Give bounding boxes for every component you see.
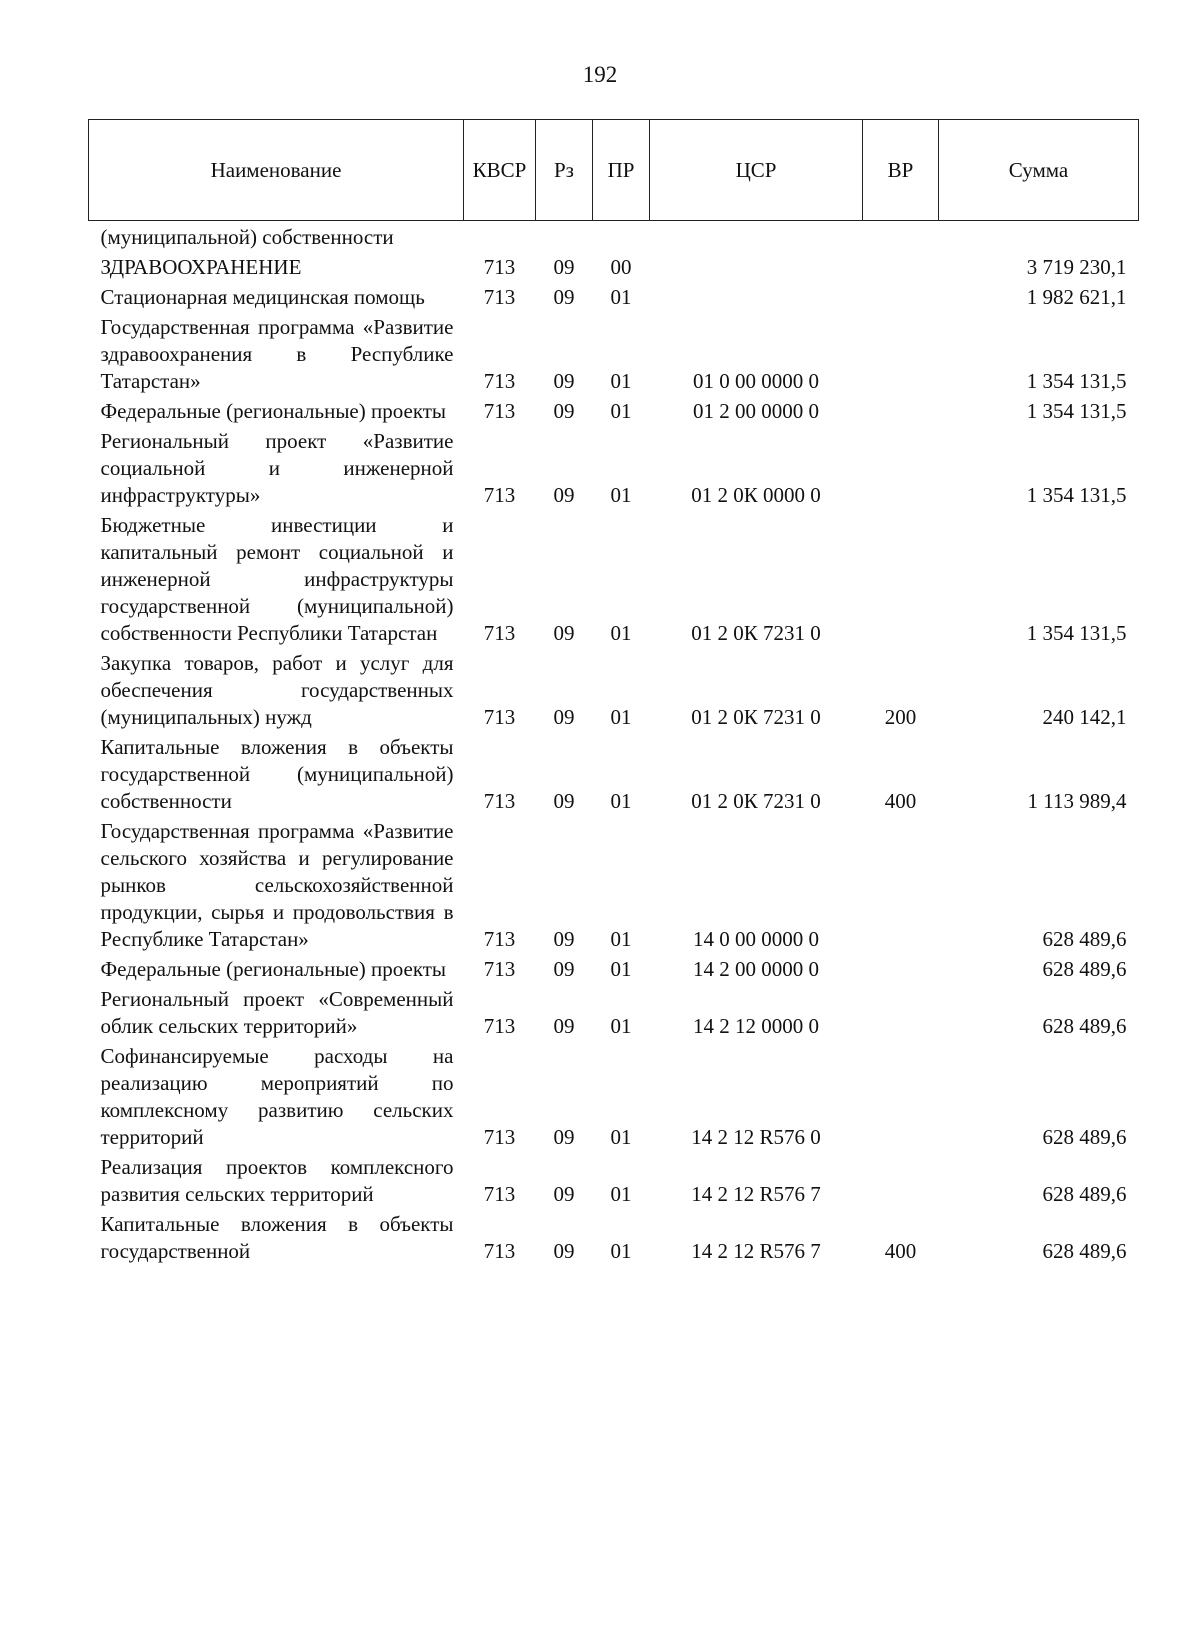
- cell-rz: 09: [553, 369, 575, 393]
- cell-vr: 200: [884, 705, 917, 729]
- table-row: [89, 1040, 1139, 1151]
- cell-vr: [863, 221, 939, 252]
- cell-csr: [650, 251, 863, 281]
- cell-rz: 09: [553, 285, 575, 309]
- cell-kvsr: 713: [483, 285, 516, 309]
- cell-csr: 01 2 00 0000 0: [693, 399, 819, 423]
- cell-csr: 14 2 00 0000 0: [693, 957, 819, 981]
- cell-pr: 01: [610, 789, 632, 813]
- cell-vr: [863, 281, 939, 311]
- cell-vr: [863, 425, 939, 509]
- cell-csr: 01 2 0К 7231 0: [691, 705, 821, 729]
- cell-pr: 01: [610, 705, 632, 729]
- cell-name: Государственная программа «Развитие здравоохранения в Республике Татарстан»: [100, 315, 454, 393]
- table-row: [89, 1208, 1139, 1265]
- table-row: [89, 509, 1139, 647]
- cell-kvsr: 713: [483, 621, 516, 645]
- cell-rz: 09: [553, 927, 575, 951]
- cell-vr: [863, 251, 939, 281]
- cell-name: Закупка товаров, работ и услуг для обеспечения государственных (муниципальных) нужд: [100, 651, 454, 729]
- header-pr: ПР: [593, 120, 650, 221]
- cell-kvsr: 713: [483, 1014, 516, 1038]
- cell-sum: 1 354 131,5: [1026, 369, 1127, 393]
- cell-vr: [863, 509, 939, 647]
- cell-pr: 01: [610, 927, 632, 951]
- table-row: [89, 815, 1139, 953]
- cell-pr: 01: [610, 1239, 632, 1263]
- cell-pr: 01: [610, 1125, 632, 1149]
- cell-csr: 01 2 0К 7231 0: [691, 789, 821, 813]
- cell-kvsr: 713: [483, 927, 516, 951]
- cell-vr: [863, 983, 939, 1040]
- cell-vr: 400: [884, 789, 917, 813]
- cell-vr: [863, 1040, 939, 1151]
- cell-kvsr: 713: [483, 255, 516, 279]
- cell-sum: 628 489,6: [1042, 1014, 1127, 1038]
- cell-csr: 14 2 12 R576 7: [691, 1239, 821, 1263]
- cell-vr: [863, 395, 939, 425]
- table-header: [89, 120, 1139, 221]
- table-row: [89, 647, 1139, 731]
- cell-csr: 14 2 12 0000 0: [693, 1014, 819, 1038]
- table-row: [89, 731, 1139, 815]
- cell-name: ЗДРАВООХРАНЕНИЕ: [100, 255, 302, 279]
- cell-pr: [593, 221, 650, 252]
- cell-vr: [863, 953, 939, 983]
- cell-name: Реализация проектов комплексного развития сельских территорий: [100, 1155, 454, 1206]
- cell-sum: 3 719 230,1: [1026, 255, 1127, 279]
- cell-rz: 09: [553, 621, 575, 645]
- cell-rz: 09: [553, 255, 575, 279]
- cell-name: (муниципальной) собственности: [100, 225, 394, 249]
- cell-sum: 1 354 131,5: [1026, 399, 1127, 423]
- cell-kvsr: 713: [483, 1182, 516, 1206]
- table-row: [89, 281, 1139, 311]
- header-csr: ЦСР: [650, 120, 863, 221]
- cell-kvsr: 713: [483, 399, 516, 423]
- cell-pr: 01: [610, 369, 632, 393]
- cell-name: Региональный проект «Развитие социальной и инженерной инфраструктуры»: [100, 429, 454, 507]
- cell-sum: 1 354 131,5: [1026, 621, 1127, 645]
- table-row: [89, 221, 1139, 252]
- cell-sum: 1 982 621,1: [1026, 285, 1127, 309]
- cell-rz: 09: [553, 483, 575, 507]
- table-row: [89, 395, 1139, 425]
- cell-kvsr: 713: [483, 957, 516, 981]
- cell-sum: 628 489,6: [1042, 957, 1127, 981]
- cell-sum: 1 354 131,5: [1026, 483, 1127, 507]
- header-rz: Рз: [536, 120, 593, 221]
- cell-kvsr: 713: [483, 705, 516, 729]
- cell-rz: 09: [553, 705, 575, 729]
- cell-rz: 09: [553, 1014, 575, 1038]
- cell-name: Капитальные вложения в объекты государственной (муниципальной) собственности: [100, 735, 454, 813]
- cell-rz: 09: [553, 957, 575, 981]
- cell-vr: [863, 815, 939, 953]
- cell-sum: 240 142,1: [1042, 705, 1127, 729]
- header-kvsr: КВСР: [464, 120, 536, 221]
- cell-pr: 01: [610, 285, 632, 309]
- cell-pr: 01: [610, 399, 632, 423]
- table-body: [89, 221, 1139, 1266]
- cell-kvsr: 713: [483, 483, 516, 507]
- cell-kvsr: 713: [483, 1239, 516, 1263]
- cell-name: Капитальные вложения в объекты государственной: [100, 1212, 454, 1263]
- header-vr: ВР: [863, 120, 939, 221]
- header-name: Наименование: [89, 120, 464, 221]
- cell-csr: 01 2 0К 7231 0: [691, 621, 821, 645]
- cell-csr: [650, 281, 863, 311]
- cell-vr: 400: [884, 1239, 917, 1263]
- cell-kvsr: 713: [483, 1125, 516, 1149]
- cell-name: Федеральные (региональные) проекты: [100, 957, 447, 981]
- cell-rz: 09: [553, 789, 575, 813]
- cell-pr: 01: [610, 1014, 632, 1038]
- cell-rz: 09: [553, 399, 575, 423]
- cell-rz: 09: [553, 1239, 575, 1263]
- cell-csr: 01 0 00 0000 0: [693, 369, 819, 393]
- cell-sum: 628 489,6: [1042, 1125, 1127, 1149]
- cell-csr: 14 2 12 R576 0: [691, 1125, 821, 1149]
- cell-rz: 09: [553, 1125, 575, 1149]
- cell-sum: 628 489,6: [1042, 1239, 1127, 1263]
- cell-csr: 01 2 0К 0000 0: [691, 483, 821, 507]
- cell-name: Стационарная медицинская помощь: [100, 285, 425, 309]
- budget-table: [88, 119, 1139, 1265]
- cell-csr: 14 0 00 0000 0: [693, 927, 819, 951]
- cell-name: Бюджетные инвестиции и капитальный ремонт социальной и инженерной инфраструктуры государственной (муниципальной) собственности Республики Татарстан: [100, 513, 454, 645]
- cell-pr: 01: [610, 483, 632, 507]
- page-number: 192: [582, 62, 618, 87]
- cell-sum: 628 489,6: [1042, 1182, 1127, 1206]
- cell-pr: 00: [610, 255, 632, 279]
- cell-pr: 01: [610, 957, 632, 981]
- cell-vr: [863, 1151, 939, 1208]
- table-row: [89, 425, 1139, 509]
- table-row: [89, 251, 1139, 281]
- cell-sum: 628 489,6: [1042, 927, 1127, 951]
- cell-rz: 09: [553, 1182, 575, 1206]
- cell-csr: 14 2 12 R576 7: [691, 1182, 821, 1206]
- cell-sum: [939, 221, 1139, 252]
- table-row: [89, 983, 1139, 1040]
- table-row: [89, 953, 1139, 983]
- cell-pr: 01: [610, 621, 632, 645]
- cell-rz: [536, 221, 593, 252]
- cell-kvsr: 713: [483, 369, 516, 393]
- header-row: [89, 120, 1139, 221]
- table-row: [89, 311, 1139, 395]
- cell-csr: [650, 221, 863, 252]
- cell-sum: 1 113 989,4: [1027, 789, 1127, 813]
- cell-vr: [863, 311, 939, 395]
- cell-name: Региональный проект «Современный облик сельских территорий»: [100, 987, 454, 1038]
- table-row: [89, 1151, 1139, 1208]
- header-sum: Сумма: [939, 120, 1139, 221]
- cell-name: Федеральные (региональные) проекты: [100, 399, 447, 423]
- cell-name: Государственная программа «Развитие сельского хозяйства и регулирование рынков сельскохозяйственной продукции, сырья и продовольствия в Республике Татарстан»: [100, 819, 454, 951]
- cell-name: Софинансируемые расходы на реализацию мероприятий по комплексному развитию сельских территорий: [100, 1044, 454, 1149]
- cell-kvsr: 713: [483, 789, 516, 813]
- cell-kvsr: [464, 221, 536, 252]
- cell-pr: 01: [610, 1182, 632, 1206]
